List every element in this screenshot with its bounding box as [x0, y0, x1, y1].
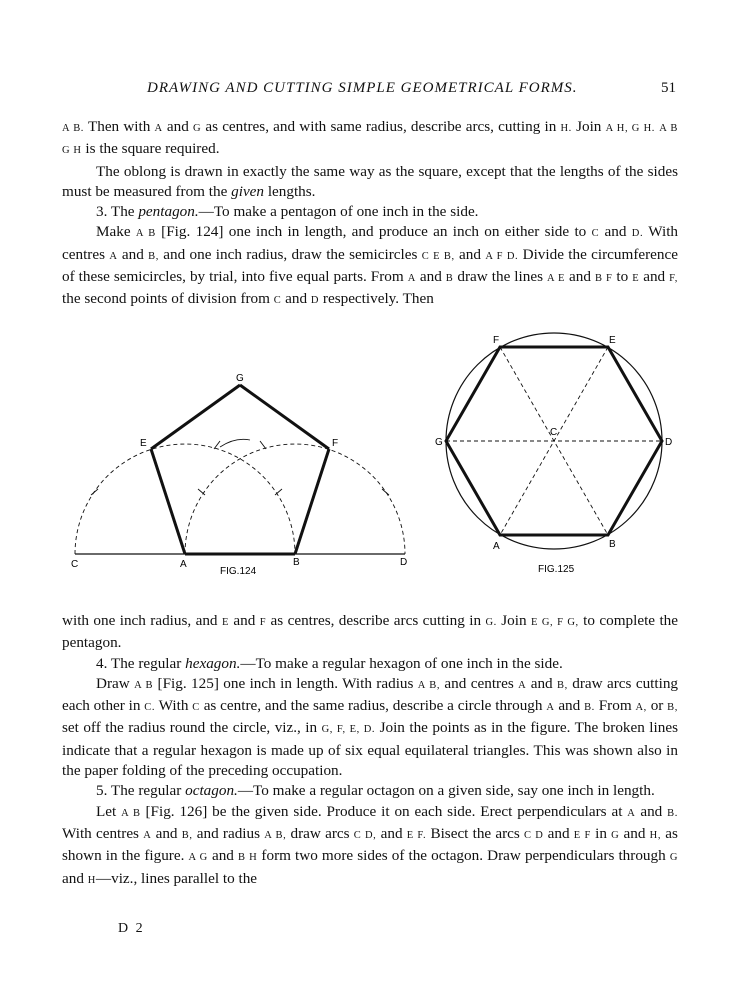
point-label-e: E — [609, 335, 616, 346]
paragraph-octagon-steps: Let A B [Fig. 126] be the given side. Produce it on each side. Erect perpendiculars at A and B. With centres A and B, and radius A B, draw arcs C D, and E F. Bisect the arcs C D and E F in G and H, as shown in the figure. A G and B H form two more sides of the octagon. Draw perpendiculars through G and H—viz., lines parallel to the — [62, 802, 678, 887]
point-label-a: A — [493, 541, 500, 552]
semicircle-afd — [185, 444, 405, 554]
header-title: DRAWING AND CUTTING SIMPLE GEOMETRICAL FORMS. — [147, 80, 578, 96]
figure-124-caption: FIG.124 — [220, 566, 257, 577]
division-tick — [214, 441, 220, 449]
division-tick — [275, 489, 282, 495]
paragraph-hexagon-heading: 4. The regular hexagon.—To make a regular hexagon of one inch in the side. — [96, 654, 563, 672]
paragraph-oblong: The oblong is drawn in exactly the same way as the square, except that the lengths of the sides must be measured from the given lengths. — [62, 162, 678, 200]
paragraph-pentagon-heading: 3. The pentagon.—To make a pentagon of one inch in the side. — [96, 203, 479, 221]
pentagon-side-fb — [295, 449, 329, 554]
division-tick — [260, 441, 266, 449]
pentagon-side-ae — [151, 449, 185, 554]
signature-mark: D 2 — [118, 921, 145, 936]
running-header — [62, 80, 682, 102]
point-label-c: C — [550, 427, 558, 438]
paragraph-hexagon-steps: Draw A B [Fig. 125] one inch in length. With radius A B, and centres A and B, draw arcs cutting each other in C. With C as centre, and the same radius, describe a circle through A and B. From A, or B, set off the radius round the circle, viz., in G, F, E, D. Join the points as in the figure. The broken lines indicate that a regular hexagon is made up of six equal equilateral triangles. This was shown also in the paper folding of the preceding occupation. — [62, 674, 679, 780]
paragraph-square-end: A B. Then with A and G as centres, and with same radius, describe arcs, cutting in H. Join A H, G H. A B G H is the square required. — [62, 118, 678, 158]
paragraph-pentagon-steps: Make A B [Fig. 124] one inch in length, and produce an inch on either side to C and D. With centres A and B, and one inch radius, draw the semicircles C E B, and A F D. Divide the circumference of these semicircles, by trial, into five equal parts. From A and B draw the lines A E and B F to E and F, the second points of division from C and D respectively. Then — [62, 223, 679, 308]
point-label-g: G — [435, 437, 443, 448]
top-text-block — [62, 117, 678, 312]
division-tick — [91, 489, 98, 495]
pentagon-side-eg — [151, 385, 240, 449]
point-label-f: F — [332, 438, 339, 449]
division-tick — [382, 489, 389, 495]
figure-125-diagram — [435, 325, 685, 585]
figure-124-diagram — [60, 325, 430, 585]
paragraph-octagon-heading: 5. The regular octagon.—To make a regular octagon on a given side, say one inch in length. — [96, 782, 655, 800]
figure-125-caption: FIG.125 — [538, 564, 575, 575]
figure-125 — [435, 325, 685, 585]
pentagon-side-gf — [240, 385, 329, 449]
point-label-b: B — [293, 557, 300, 568]
arc-cutting-g — [220, 439, 250, 447]
point-label-d: D — [400, 557, 408, 568]
point-label-a: A — [180, 559, 187, 570]
point-label-b: B — [609, 539, 616, 550]
point-label-c: C — [71, 559, 79, 570]
point-label-e: E — [140, 438, 147, 449]
bottom-text-block — [62, 611, 678, 891]
paragraph-pentagon-end: with one inch radius, and E and F as centres, describe arcs cutting in G. Join E G, F G, to complete the pentagon. — [62, 612, 678, 652]
page-number: 51 — [661, 80, 676, 96]
figure-124 — [60, 325, 430, 585]
point-label-d: D — [665, 437, 673, 448]
point-label-f: F — [493, 335, 500, 346]
semicircle-ceb — [75, 444, 295, 554]
point-label-g: G — [236, 373, 244, 384]
